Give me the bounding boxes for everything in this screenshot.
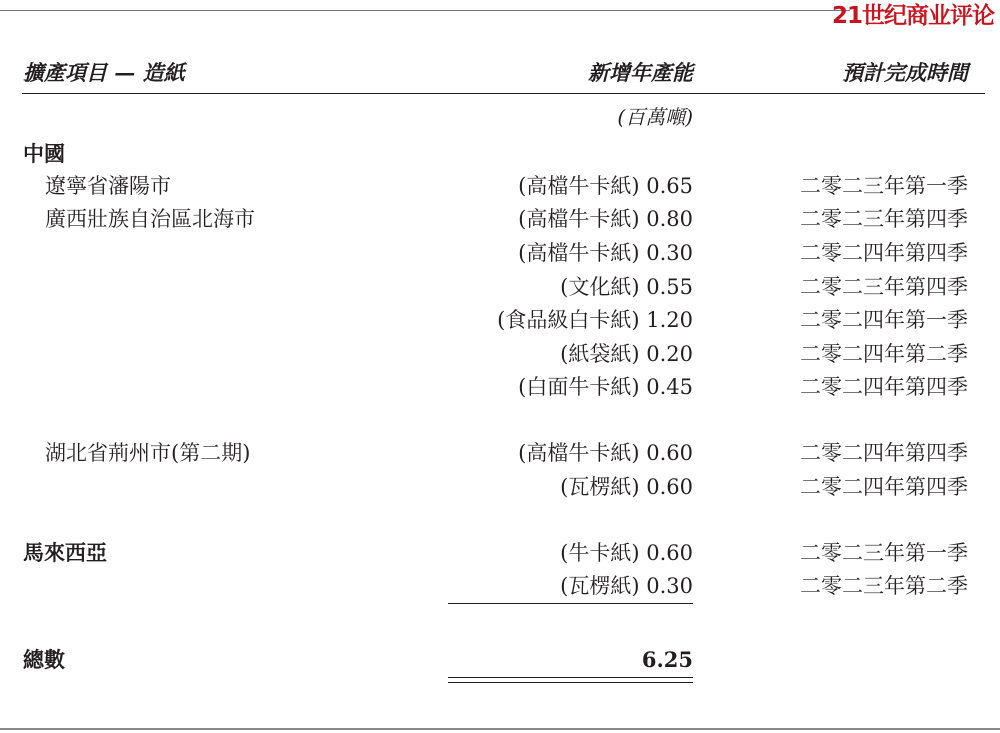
table-row: [0, 370, 1000, 404]
completion-cell: 二零二三年第四季: [800, 275, 968, 299]
capacity-cell: (瓦楞紙) 0.60: [560, 475, 693, 499]
completion-cell: 二零二四年第一季: [800, 308, 968, 332]
region-label: 馬來西亞: [23, 540, 107, 565]
completion-cell: 二零二四年第四季: [800, 441, 968, 465]
brand-watermark: 21世纪商业评论: [831, 3, 994, 29]
capacity-cell: (白面牛卡紙) 0.45: [518, 375, 693, 399]
table-row: [0, 569, 1000, 603]
capacity-cell: (食品級白卡紙) 1.20: [497, 308, 693, 332]
capacity-cell: (高檔牛卡紙) 0.65: [518, 174, 693, 198]
location-cell: 廣西壯族自治區北海市: [45, 207, 255, 231]
capacity-cell: (牛卡紙) 0.60: [560, 541, 693, 565]
table-row: [0, 270, 1000, 304]
location-cell: 湖北省荊州市(第二期): [45, 441, 251, 465]
region-label: 中國: [23, 141, 65, 166]
completion-cell: 二零二三年第一季: [800, 174, 968, 198]
capacity-cell: (文化紙) 0.55: [560, 275, 693, 299]
completion-cell: 二零二四年第二季: [800, 342, 968, 366]
top-divider: [0, 10, 850, 11]
completion-cell: 二零二三年第二季: [800, 574, 968, 598]
completion-cell: 二零二三年第一季: [800, 541, 968, 565]
capacity-cell: (高檔牛卡紙) 0.60: [518, 441, 693, 465]
table-row: [0, 436, 1000, 470]
bottom-divider: [0, 728, 1000, 730]
total-label: 總數: [23, 647, 65, 672]
capacity-cell: (高檔牛卡紙) 0.80: [518, 207, 693, 231]
header-divider: [22, 93, 985, 94]
completion-cell: 二零二四年第四季: [800, 475, 968, 499]
capacity-cell: (高檔牛卡紙) 0.30: [518, 241, 693, 265]
table-row: [0, 137, 1000, 171]
table-row: [0, 303, 1000, 337]
table-row: [0, 236, 1000, 270]
completion-cell: 二零二四年第四季: [800, 375, 968, 399]
table-row: [0, 202, 1000, 236]
column-header-project: 擴產項目 — 造紙: [23, 60, 185, 85]
column-header-completion: 預計完成時間: [842, 60, 968, 85]
capacity-cell: (紙袋紙) 0.20: [560, 342, 693, 366]
total-double-underline: [448, 677, 693, 683]
table-row: [0, 169, 1000, 203]
unit-label: (百萬噸): [617, 105, 693, 129]
column-header-capacity: 新增年產能: [588, 60, 693, 85]
capacity-cell: (瓦楞紙) 0.30: [560, 574, 693, 598]
table-row: [0, 536, 1000, 570]
location-cell: 遼寧省瀋陽市: [45, 174, 171, 198]
subtotal-divider: [448, 603, 693, 604]
total-value: 6.25: [641, 647, 693, 672]
completion-cell: 二零二三年第四季: [800, 207, 968, 231]
table-row: [0, 470, 1000, 504]
completion-cell: 二零二四年第四季: [800, 241, 968, 265]
table-row: [0, 337, 1000, 371]
